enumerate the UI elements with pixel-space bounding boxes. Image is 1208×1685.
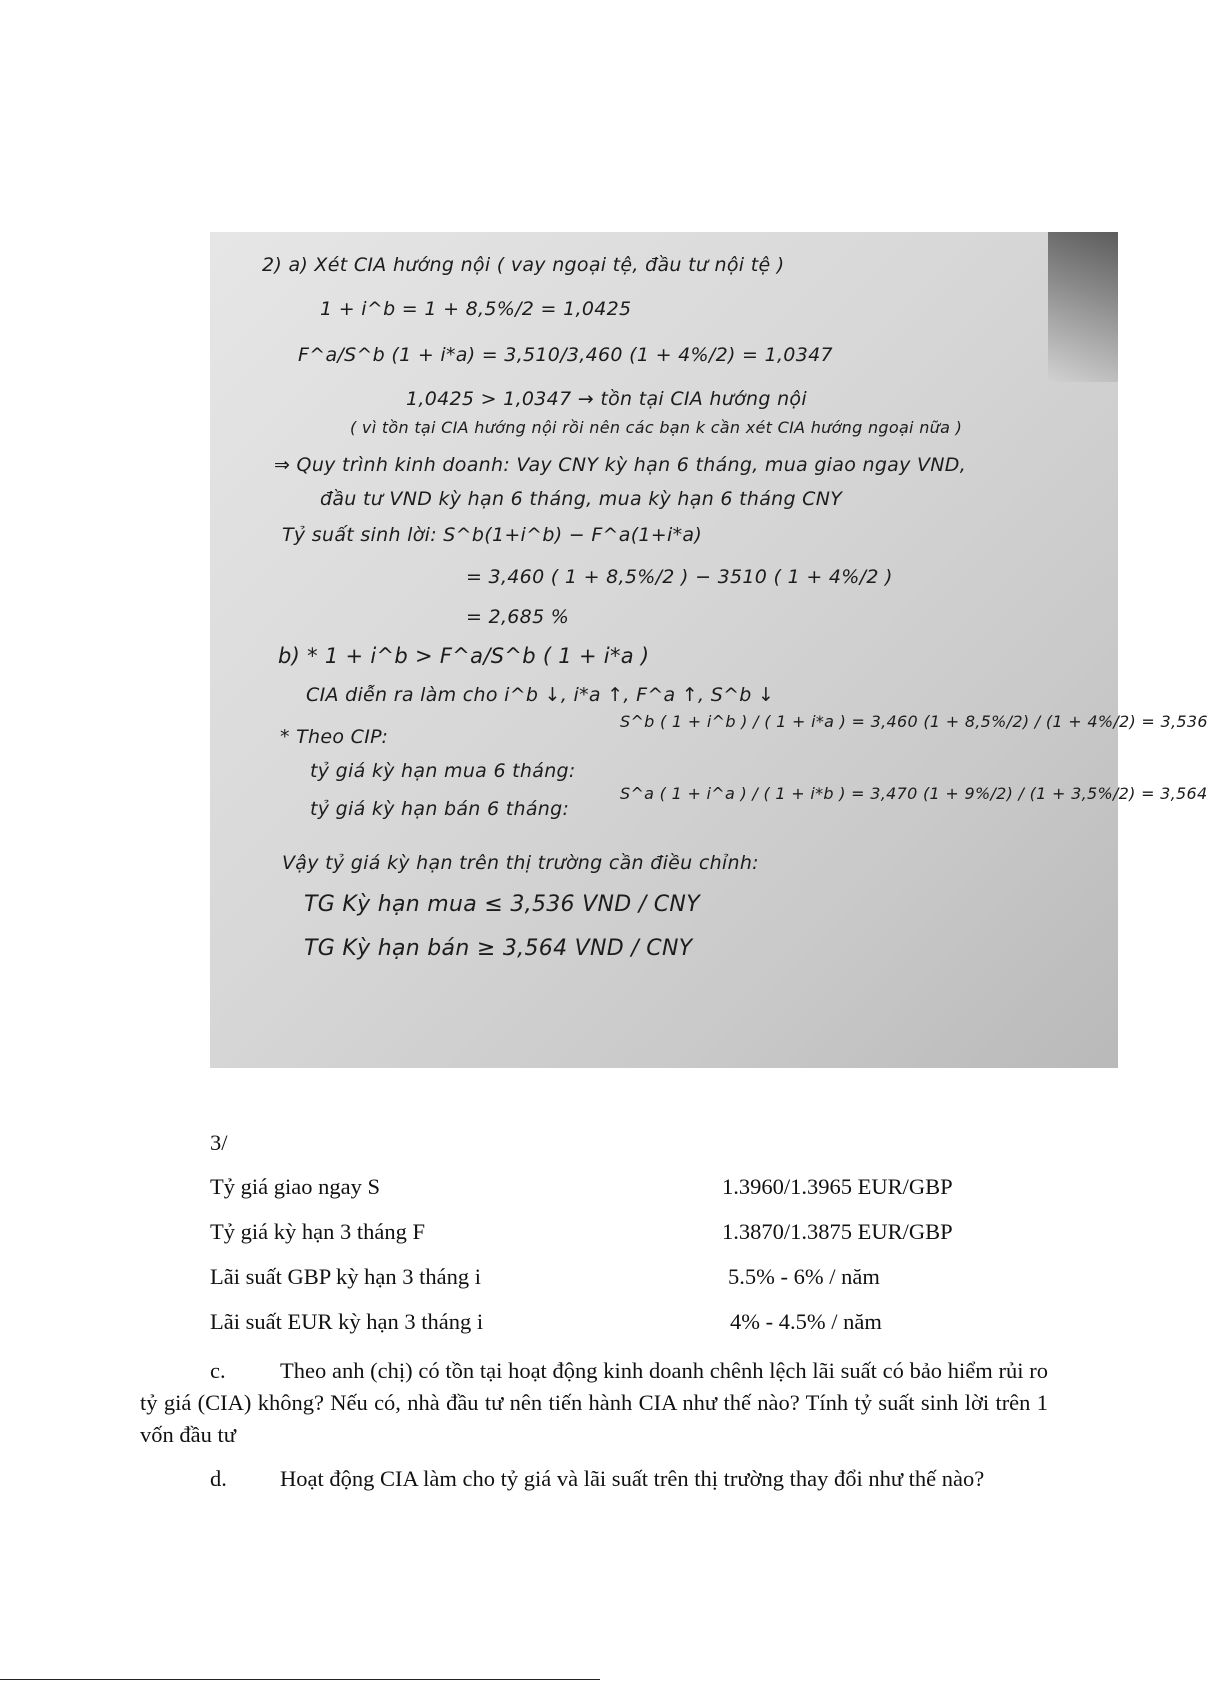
rate-value: 4% - 4.5% / năm [730,1309,882,1334]
hw-line: Tỷ suất sinh lời: S^b(1+i^b) − F^a(1+i*a) [282,524,703,546]
hw-line: đầu tư VND kỳ hạn 6 tháng, mua kỳ hạn 6 tháng CNY [320,488,843,510]
hw-line: 2) a) Xét CIA hướng nội ( vay ngoại tệ, đầu tư nội tệ ) [262,254,785,276]
handwritten-notes [210,232,1208,1068]
question-d [140,1463,1048,1495]
question-text: Hoạt động CIA làm cho tỷ giá và lãi suất trên thị trường thay đổi như thế nào? [280,1466,985,1491]
rate-label: Lãi suất GBP kỳ hạn 3 tháng i [210,1264,482,1289]
section-number: 3/ [210,1130,228,1155]
hw-line: 1 + i^b = 1 + 8,5%/2 = 1,0425 [320,298,632,320]
hw-line: 1,0425 > 1,0347 → tồn tại CIA hướng nội [406,388,807,410]
footnote-divider [0,1679,600,1680]
rate-value: 1.3870/1.3875 EUR/GBP [722,1219,953,1244]
hw-line: = 3,460 ( 1 + 8,5%/2 ) − 3510 ( 1 + 4%/2 ) [466,566,893,588]
question-letter: d. [210,1466,227,1491]
question-c [140,1355,1048,1451]
hw-line: TG Kỳ hạn mua ≤ 3,536 VND / CNY [304,892,700,917]
rate-label: Tỷ giá kỳ hạn 3 tháng F [210,1219,425,1244]
hw-line: S^a ( 1 + i^a ) / ( 1 + i*b ) = 3,470 (1 + 9%/2) / (1 + 3,5%/2) = 3,564 [620,784,1208,803]
hw-line: tỷ giá kỳ hạn mua 6 tháng: [310,760,576,782]
hw-line: ⇒ Quy trình kinh doanh: Vay CNY kỳ hạn 6 tháng, mua giao ngay VND, [274,454,967,476]
handwritten-solution-photo [210,232,1208,1068]
hw-line: S^b ( 1 + i^b ) / ( 1 + i*a ) = 3,460 (1 + 8,5%/2) / (1 + 4%/2) = 3,536 [620,712,1208,731]
hw-line: TG Kỳ hạn bán ≥ 3,564 VND / CNY [304,936,693,961]
hw-line: * Theo CIP: [280,726,389,748]
hw-line: Vậy tỷ giá kỳ hạn trên thị trường cần điều chỉnh: [282,852,759,874]
rate-value: 1.3960/1.3965 EUR/GBP [722,1174,953,1199]
hw-line: F^a/S^b (1 + i*a) = 3,510/3,460 (1 + 4%/2) = 1,0347 [298,344,833,366]
rate-label: Lãi suất EUR kỳ hạn 3 tháng i [210,1309,484,1334]
question-letter: c. [210,1358,226,1383]
hw-line: ( vì tồn tại CIA hướng nội rồi nên các bạn k cần xét CIA hướng ngoại nữa ) [350,418,963,437]
rate-label: Tỷ giá giao ngay S [210,1174,380,1199]
question-text: Theo anh (chị) có tồn tại hoạt động kinh doanh chênh lệch lãi suất có bảo hiểm rủi ro tỷ giá (CIA) không? Nếu có, nhà đầu tư nên tiến hành CIA như thế nào? Tính tỷ suất sinh lời trên 1 vốn đầu tư [140,1358,1048,1447]
hw-line: b) * 1 + i^b > F^a/S^b ( 1 + i*a ) [278,644,650,668]
hw-line: CIA diễn ra làm cho i^b ↓, i*a ↑, F^a ↑, S^b ↓ [306,684,775,706]
rate-value: 5.5% - 6% / năm [728,1264,880,1289]
hw-line: tỷ giá kỳ hạn bán 6 tháng: [310,798,570,820]
hw-line: = 2,685 % [466,606,570,628]
